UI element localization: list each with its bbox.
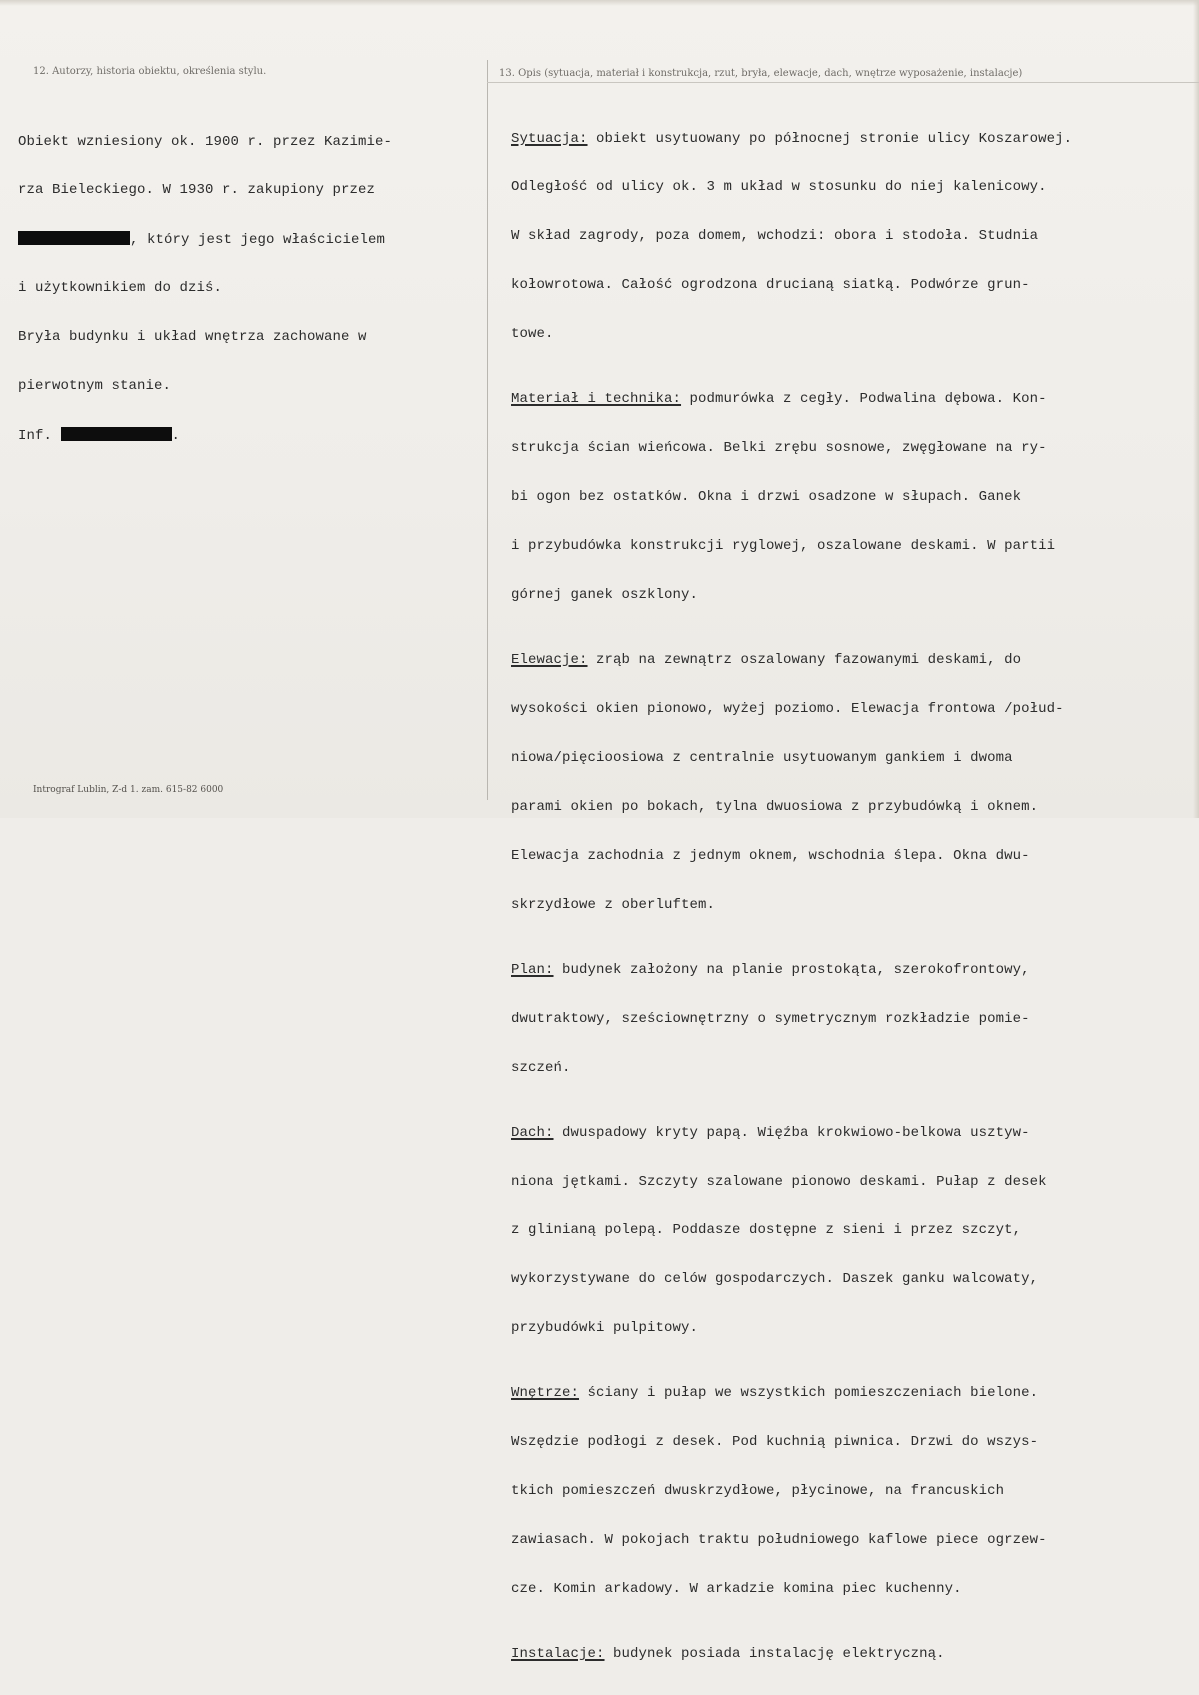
informant-suffix: . [171, 427, 181, 444]
description-text-span: podmurówka z cegły. Podwalina dębowa. Kon- [681, 391, 1047, 408]
card-right-edge-shadow [1193, 0, 1199, 818]
description-text-span: ściany i pułap we wszystkich pomieszczeniach bielone. [579, 1385, 1039, 1402]
description-text-span: budynek posiada instalację elektryczną. [604, 1646, 945, 1663]
history-line: pierwotnym stanie. [18, 378, 172, 395]
description-line: bi ogon bez ostatków. Okna i drzwi osadzone w słupach. Ganek [511, 489, 1022, 506]
section-heading-plan: Plan: [511, 961, 554, 978]
description-line [511, 131, 1072, 147]
section-heading-dach: Dach: [511, 1124, 554, 1141]
description-line: przybudówki pulpitowy. [511, 1320, 699, 1337]
description-line: niowa/pięcioosiowa z centralnie usytuowanym gankiem i dwoma [511, 749, 1013, 766]
description-line: z glinianą polepą. Poddasze dostępne z sieni i przez szczyt, [511, 1222, 1022, 1239]
description-line [511, 1385, 1072, 1401]
history-line: Obiekt wzniesiony ok. 1900 r. przez Kazimie- [18, 133, 393, 150]
description-line: kołowrotowa. Całość ogrodzona drucianą siatką. Podwórze grun- [511, 277, 1030, 294]
description-line [511, 652, 1072, 668]
section-heading-instalacje: Instalacje: [511, 1646, 605, 1663]
informant-line [18, 427, 392, 443]
description-line [511, 1646, 1072, 1662]
description-line: parami okien po bokach, tylna dwuosiowa z przybudówką i oknem. [511, 798, 1039, 815]
description-text-span: zrąb na zewnątrz oszalowany fazowanymi deskami, do [587, 652, 1022, 669]
history-text [18, 101, 392, 476]
header-rule [487, 82, 1199, 83]
description-line: Odległość od ulicy ok. 3 m układ w stosunku do niej kalenicowy. [511, 179, 1047, 196]
description-line: cze. Komin arkadowy. W arkadzie komina piec kuchenny. [511, 1581, 962, 1598]
history-line: rza Bieleckiego. W 1930 r. zakupiony przez [18, 182, 376, 199]
description-line [511, 962, 1072, 978]
history-line: i użytkownikiem do dziś. [18, 280, 223, 297]
description-text-span: obiekt usytuowany po północnej stronie ulicy Koszarowej. [587, 130, 1073, 147]
description-line [511, 1125, 1072, 1141]
description-line: W skład zagrody, poza domem, wchodzi: obora i stodoła. Studnia [511, 228, 1039, 245]
description-text-span: budynek założony na planie prostokąta, szerokofrontowy, [553, 961, 1030, 978]
description-line: Wszędzie podłogi z desek. Pod kuchnią piwnica. Drzwi do wszys- [511, 1434, 1039, 1451]
section-heading-wnetrze: Wnętrze: [511, 1385, 580, 1402]
history-line [18, 231, 392, 247]
informant-prefix: Inf. [18, 427, 61, 444]
description-line [511, 391, 1072, 407]
column-divider [487, 60, 488, 800]
field-13-label: 13. Opis (sytuacja, materiał i konstrukcja, rzut, bryła, elewacje, dach, wnętrze wyposażenie, instalacje) [499, 68, 1023, 79]
history-line-text: , który jest jego właścicielem [130, 232, 386, 249]
description-line: strukcja ścian wieńcowa. Belki zrębu sosnowe, zwęgłowane na ry- [511, 440, 1047, 457]
description-line: wykorzystywane do celów gospodarczych. Daszek ganku walcowaty, [511, 1271, 1039, 1288]
description-line: wysokości okien pionowo, wyżej poziomo. Elewacja frontowa /połud- [511, 700, 1064, 717]
redaction-bar [61, 427, 172, 441]
section-heading-sytuacja: Sytuacja: [511, 130, 588, 147]
description-text-span: dwuspadowy kryty papą. Więźba krokwiowo-belkowa usztyw- [553, 1124, 1030, 1141]
description-line: skrzydłowe z oberluftem. [511, 896, 716, 913]
history-line: Bryła budynku i układ wnętrza zachowane w [18, 329, 367, 346]
description-line: niona jętkami. Szczyty szalowane pionowo deskami. Pułap z desek [511, 1173, 1047, 1190]
section-heading-elewacje: Elewacje: [511, 652, 588, 669]
description-line: zawiasach. W pokojach traktu południowego kaflowe piece ogrzew- [511, 1532, 1047, 1549]
printer-imprint: Intrograf Lublin, Z-d 1. zam. 615-82 6000 [33, 785, 224, 795]
description-line: i przybudówka konstrukcji ryglowej, oszalowane deskami. W partii [511, 538, 1056, 555]
description-line: Elewacja zachodnia z jednym oknem, wschodnia ślepa. Okna dwu- [511, 847, 1030, 864]
redaction-bar [18, 231, 130, 245]
description-line: tkich pomieszczeń dwuskrzydłowe, płycinowe, na francuskich [511, 1483, 1005, 1500]
section-heading-material: Materiał i technika: [511, 391, 682, 408]
field-12-label: 12. Autorzy, historia obiektu, określenia stylu. [33, 66, 267, 77]
description-line: towe. [511, 326, 554, 343]
card-top-edge-shadow [0, 0, 1199, 6]
description-text [511, 98, 1072, 1695]
description-line: dwutraktowy, sześciownętrzny o symetrycznym rozkładzie pomie- [511, 1010, 1030, 1027]
description-line: górnej ganek oszklony. [511, 586, 699, 603]
description-line: szczeń. [511, 1059, 571, 1076]
